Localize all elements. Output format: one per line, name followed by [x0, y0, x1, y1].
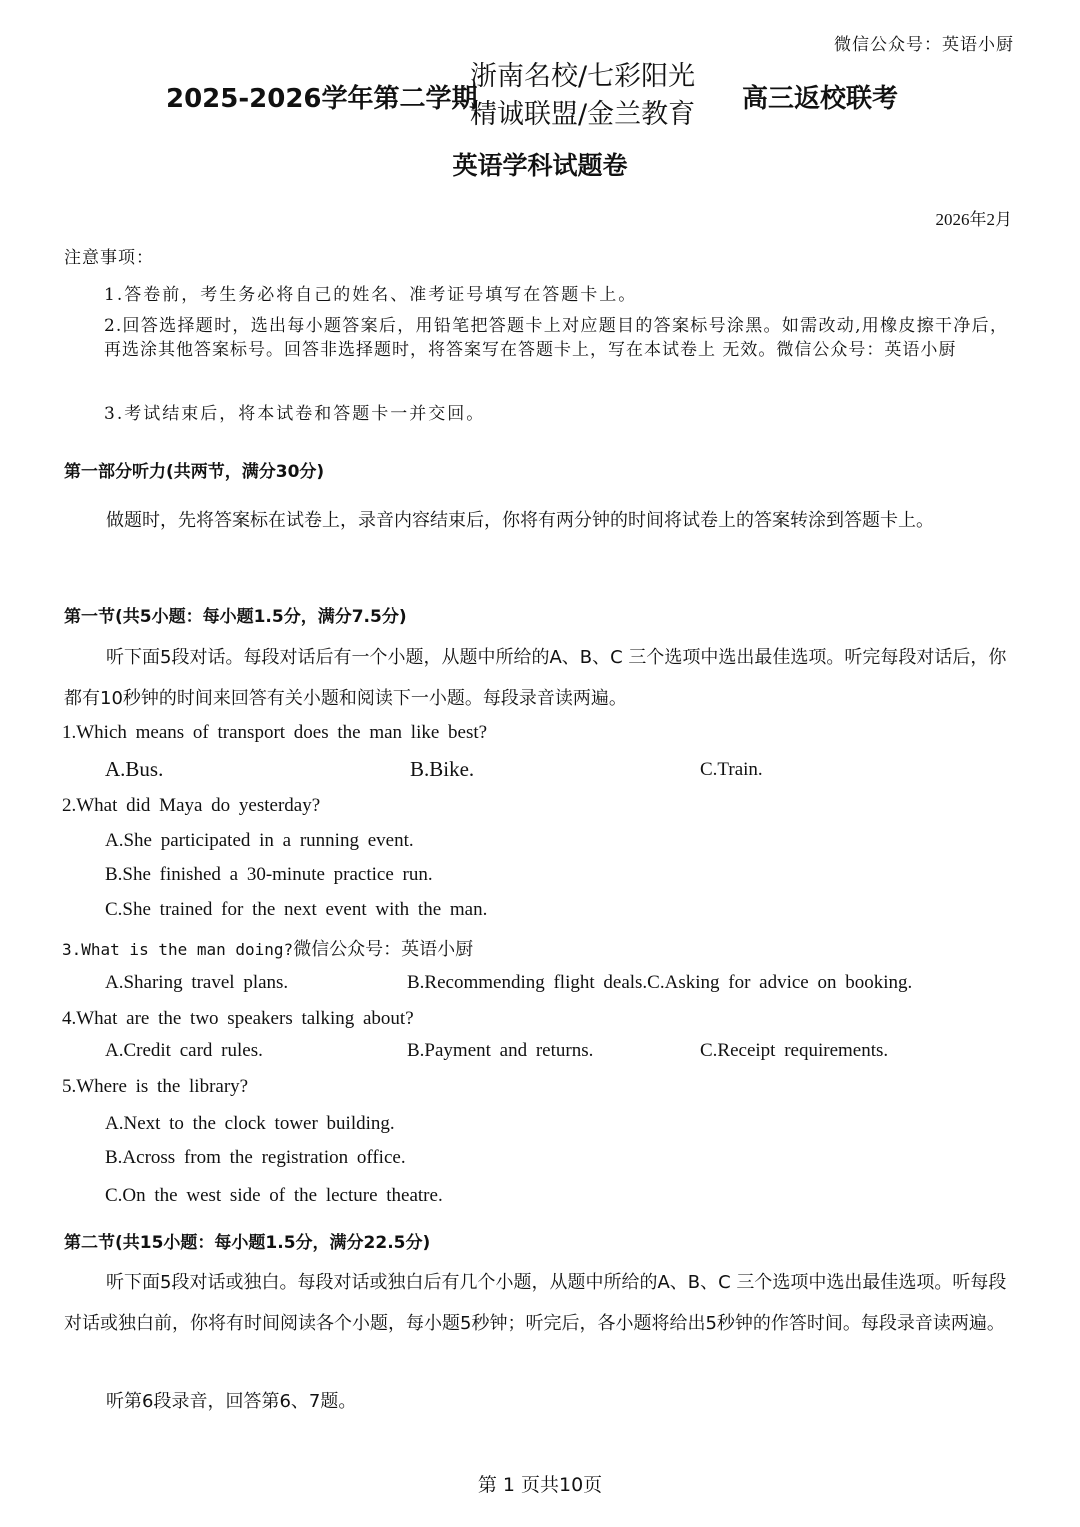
question-1-option-c: C.Train. — [700, 759, 763, 780]
question-4-stem: 4.What are the two speakers talking about? — [62, 1008, 414, 1029]
section1-heading: 第一节(共5小题：每小题1.5分，满分7.5分) — [64, 607, 407, 627]
page-title: 英语学科试题卷 — [452, 151, 628, 180]
section2-heading: 第二节(共15小题：每小题1.5分，满分22.5分) — [64, 1233, 431, 1253]
notice-item-3: 3.考试结束后，将本试卷和答题卡一并交回。 — [104, 404, 486, 424]
part1-intro: 做题时，先将答案标在试卷上，录音内容结束后，你将有两分钟的时间将试卷上的答案转涂到答题卡上。 — [106, 510, 934, 531]
exam-type-title: 高三返校联考 — [742, 84, 899, 114]
question-5-option-b: B.Across from the registration office. — [105, 1147, 406, 1168]
question-2-option-c: C.She trained for the next event with the man. — [105, 899, 488, 920]
question-4-option-c: C.Receipt requirements. — [700, 1040, 889, 1061]
question-5-option-c: C.On the west side of the lecture theatre. — [105, 1185, 443, 1206]
question-4-option-b: B.Payment and returns. — [407, 1040, 594, 1061]
question-3-watermark: 微信公众号：英语小厨 — [293, 939, 474, 960]
notice-title: 注意事项： — [64, 248, 154, 268]
alliance-names — [470, 58, 695, 134]
question-5-option-a: A.Next to the clock tower building. — [105, 1113, 395, 1134]
alliance-line-2: 精诚联盟/金兰教育 — [470, 99, 696, 130]
question-3-option-a: A.Sharing travel plans. — [105, 972, 289, 993]
question-4-option-a: A.Credit card rules. — [105, 1040, 263, 1061]
question-1-option-a: A.Bus. — [105, 757, 164, 781]
exam-term-title: 2025-2026学年第二学期 — [166, 84, 478, 114]
notice-item-1: 1.答卷前，考生务必将自己的姓名、准考证号填写在答题卡上。 — [104, 285, 638, 305]
watermark-text: 微信公众号：英语小厨 — [834, 35, 1014, 55]
question-5-stem: 5.Where is the library? — [62, 1076, 249, 1097]
section2-intro: 听下面5段对话或独白。每段对话或独白后有几个小题，从题中所给的A、B、C 三个选项中选出最佳选项。听每段对话或独白前，你将有时间阅读各个小题，每小题5秒钟；听完后，各小题将给出5秒钟的作答时间。每段录音读两遍。 — [64, 1272, 1007, 1334]
question-3-option-bc: B.Recommending flight deals.C.Asking for advice on booking. — [407, 972, 913, 993]
section2-next-instruction: 听第6段录音，回答第6、7题。 — [106, 1391, 357, 1412]
part1-heading: 第一部分听力(共两节，满分30分) — [64, 462, 325, 482]
question-3-stem: 3.What is the man doing? — [62, 940, 294, 959]
exam-date: 2026年2月 — [935, 210, 1012, 229]
question-2-option-b: B.She finished a 30-minute practice run. — [105, 864, 433, 885]
notice-item-2: 2.回答选择题时，选出每小题答案后，用铅笔把答题卡上对应题目的答案标号涂黑。如需改动,用橡皮擦干净后，再选涂其他答案标号。回答非选择题时，将答案写在答题卡上，写在本试卷上 无效。微信公众号：英语小厨 — [104, 316, 1008, 360]
question-1-option-b: B.Bike. — [410, 757, 475, 781]
question-2-option-a: A.She participated in a running event. — [105, 830, 414, 851]
page-number: 第 1 页共10页 — [477, 1474, 603, 1496]
question-2-stem: 2.What did Maya do yesterday? — [62, 795, 321, 816]
question-3-stem-line — [62, 935, 473, 961]
question-1-stem: 1.Which means of transport does the man like best? — [62, 722, 488, 743]
alliance-line-1: 浙南名校/七彩阳光 — [470, 61, 696, 92]
section1-intro: 听下面5段对话。每段对话后有一个小题，从题中所给的A、B、C 三个选项中选出最佳选项。听完每段对话后，你都有10秒钟的时间来回答有关小题和阅读下一小题。每段录音读两遍。 — [64, 647, 1007, 709]
